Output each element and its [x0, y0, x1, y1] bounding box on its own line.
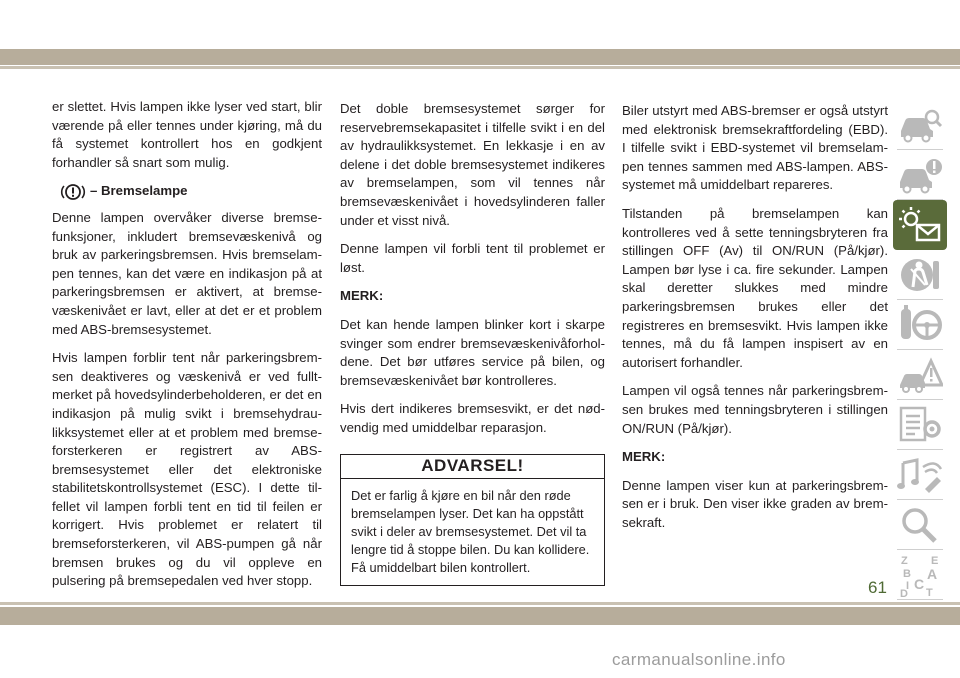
paragraph: Hvis dert indikeres bremsesvikt, er det nødvendig med umiddelbar reparasjon. — [340, 401, 605, 435]
paragraph: Tilstanden på bremselampen kan kontrolleres ved å sette tenningsbryteren fra stillingen OFF (Av) til ON/RUN (På/kjør). Lampen bør lyse i ca. fire sekunder. Lampen skal deretter slukkes med mindre parkeringsbremsen brukes eller det registreres en bremsesvikt. Hvis lampen ikke tennes, må du få lampen inspisert av en autorisert forhandler. — [622, 205, 888, 370]
warning-box — [340, 454, 605, 587]
chapter-tabs — [893, 100, 947, 600]
warning-title: ADVARSEL! — [341, 455, 604, 480]
header-rule — [0, 66, 960, 69]
paragraph: Denne lampen vil forbli tent til problemet er løst. — [340, 241, 605, 275]
paragraph: Biler utstyrt med ABS-bremser er også utstyrt med elektronisk bremsekraftfordeling (EBD). I tilfelle svikt i EBD-systemet vil bremselampen tennes sammen med ABS-lampen. ABS-systemet må umiddelbart repareres. — [622, 103, 888, 193]
column-right — [622, 102, 888, 542]
index-letter: B — [903, 568, 911, 580]
tab-multimedia[interactable] — [893, 450, 947, 500]
paragraph: Denne lampen overvåker diverse bremsefunksjoner, inkludert bremsevæskenivå og bruk av parkeringsbremsen. Hvis bremselampen tennes, kan det være en indikasjon på at parkeringsbremsen er aktivert, at bremsevæskenivået er lavt, eller at det er et problem med ABS-bremsesystemet. — [52, 209, 322, 337]
footer-rule — [0, 602, 960, 605]
paragraph: Det doble bremsesystemet sørger for reservebremsekapasitet i tilfelle svikt i en del av hydraulikksystemet. En lekkasje i en av delene i det doble bremsesystemet indikeres av bremselampen, som vil tennes når bremsevæskenivået i hovedsylinderen faller under et visst nivå. — [340, 101, 605, 228]
tab-search[interactable] — [893, 500, 947, 550]
tab-car-info[interactable] — [893, 150, 947, 200]
warning-lamp-message-icon — [897, 205, 943, 245]
note-label: MERK: — [340, 288, 384, 304]
note-text: Denne lampen viser kun at parkeringsbremsen er i bruk. Den viser ikke graden av bremsekraft. — [622, 477, 888, 530]
brake-lamp-heading — [60, 182, 322, 201]
warning-text: Det er farlig å kjøre en bil når den røde bremselampen lyser. Det kan ha oppstått svikt i deler av bremsesystemet. Det vil ta lengre tid å stoppe bilen. Du kan kollidere. Få umiddelbart bilen kontrollert. — [351, 488, 590, 576]
index-letters-icon — [897, 552, 943, 598]
index-letter: E — [931, 555, 939, 567]
steering-wheel-icon — [897, 305, 943, 345]
maintenance-list-icon — [897, 405, 943, 445]
header-band — [0, 49, 960, 65]
column-middle — [340, 100, 605, 586]
index-letter: D — [900, 588, 908, 598]
multimedia-icon — [897, 455, 943, 495]
car-info-icon — [897, 155, 943, 195]
tab-car-search[interactable] — [893, 100, 947, 150]
paragraph: Hvis lampen forblir tent når parkeringsbremsen deaktiveres og væskenivå er ved fullt-merket på hovedsylinderbeholderen, er det en indikasjon på mulig svikt i bremsehydraulikksystemet eller at et problem med bremseforsterkeren er registrert av ABS-bremsesystemet eller det elektroniske stabilitetskontrollsystemet (ESC). I dette tilfellet vil lampen forbli tent en tid til feilen er korrigert. Hvis problemet er relatert til bremseforsterkeren, vil ABS-pumpen gå når bremsen brukes og du vil oppleve en pulsering på bremsepedalen ved hver stopp. — [52, 350, 322, 589]
watermark-text: carmanualsonline.info — [612, 650, 786, 669]
note-label: MERK: — [622, 449, 666, 465]
index-letter: I — [906, 580, 910, 592]
tab-emergency[interactable] — [893, 350, 947, 400]
tab-driving[interactable] — [893, 300, 947, 350]
paragraph: Lampen vil også tennes når parkeringsbremsen brukes med tenningsbryteren i stillingen ON/RUN (På/kjør). — [622, 383, 888, 436]
seatbelt-airbag-icon — [897, 255, 943, 295]
tab-index[interactable] — [893, 550, 947, 600]
car-search-icon — [897, 105, 943, 145]
paragraph: er slettet. Hvis lampen ikke lyser ved start, blir værende på eller tennes under kjøring, må du få systemet kontrollert hos en godkjent forhandler så snart som mulig. — [52, 99, 322, 170]
footer-band — [0, 607, 960, 625]
page-number: 61 — [868, 578, 887, 597]
index-letter: Z — [901, 555, 908, 567]
index-letter: A — [927, 566, 938, 582]
heading-text: – Bremselampe — [90, 183, 188, 199]
index-letter: T — [926, 587, 933, 598]
index-letter: C — [914, 576, 925, 592]
column-left — [52, 98, 322, 601]
tab-maintenance[interactable] — [893, 400, 947, 450]
brake-warning-icon — [60, 183, 86, 201]
roadside-warning-icon — [897, 355, 943, 395]
tab-safety[interactable] — [893, 250, 947, 300]
tab-warning-lamps[interactable] — [893, 200, 947, 250]
note-text: Det kan hende lampen blinker kort i skarpe svinger som endrer bremsevæskenivåforholdene. Det bør utføres service på bilen, og bremsevæskenivået bør kontrolleres. — [340, 316, 605, 388]
search-icon — [897, 505, 943, 545]
